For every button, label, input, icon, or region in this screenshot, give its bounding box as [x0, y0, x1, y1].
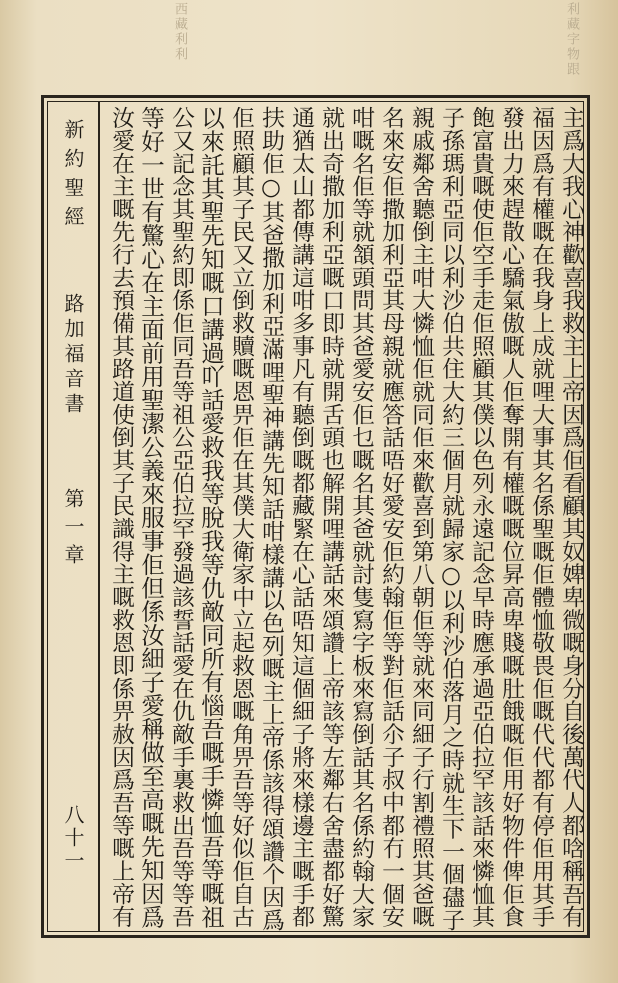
text-column: 佢照顧其子民又立倒救贖嘅恩畀佢在其僕大衛家中立起救恩嘅角畀吾等好似佢自古 — [228, 106, 254, 928]
bleed-through-text-left: 西藏利利 — [172, 2, 187, 62]
text-column: 飽富貴嘅使佢空手走佢照顧其僕以色列永遠記念早時應承過亞伯拉罕該話來憐恤其 — [468, 106, 494, 928]
text-column: 等好一世有驚心在主面前用聖潔公義來服事佢但係汝細子愛稱做至高嘅先知因爲 — [137, 106, 165, 929]
chapter-label: 第一章 — [61, 488, 85, 572]
text-column: 通猶太山都傳講這咁多事凡有聽倒嘅都藏緊在心話唔知這個細子將來樣邊主嘅手都 — [288, 106, 314, 928]
bleed-through-text-right: 利藏字物跟 — [564, 2, 579, 77]
text-column: 福因爲有權嘅在我身上成就哩大事其名係聖嘅佢體恤敬畏佢嘅代代都有停佢用其手 — [528, 106, 554, 928]
text-column: 公又記念其聖約即係佢同吾等祖公亞伯拉罕發過該誓話愛在仇敵手裏救出吾等等吾 — [168, 106, 194, 928]
book-title: 新約聖經 — [61, 119, 85, 235]
text-column: 主爲大我心神歡喜我救主上帝因爲佢看顧其奴婢卑微嘅身分自後萬代人都唅稱吾有 — [558, 106, 584, 928]
main-text-area — [104, 106, 584, 932]
text-column: 親戚鄰舍聽倒主咁大憐恤佢就同佢來歡喜到第八朝佢等就來同細子行割禮照其爸嘅 — [408, 106, 434, 928]
gospel-title: 路加福音書 — [61, 293, 85, 418]
text-column: 汝愛在主嘅先行去預備其路道使倒其子民識得主嘅救恩即係畀赦因爲吾等嘅上帝有 — [108, 106, 134, 928]
text-column: 子孫瑪利亞同以利沙伯共住大約三個月就歸家○以利沙伯落月之時就生下一個孻子 — [438, 106, 464, 932]
text-column: 名來安佢撒加利亞其母親就應答話唔好愛安佢約翰佢等對佢話尒子叔中都冇一個安 — [378, 106, 404, 928]
running-header — [47, 101, 100, 932]
text-column: 就出奇撒加利亞嘅口即時就開舌頭也解開哩講話來頌讚上帝該等左鄰右舍盡都好驚 — [318, 106, 344, 928]
page-number: 八十一 — [61, 804, 85, 873]
text-column: 扶助佢○其爸撒加利亞滿哩聖神講先知話咁樣講以色列嘅主上帝係該得頌讚个因爲 — [258, 106, 284, 932]
header-column — [63, 119, 83, 873]
text-column: 以來託其聖先知嘅口講過吖話愛救我等脫我等仇敵同所有惱吾嘅手憐恤吾等嘅祖 — [197, 106, 225, 929]
text-column: 發出力來趕散心驕氣傲嘅人佢奪開有權嘅嘅位昇高卑賤嘅肚餓嘅佢用好物件俾佢食 — [498, 106, 524, 928]
text-column: 咁嘅名佢等就頷頭問其爸愛安佢乜嘅名其爸就討隻寫字板來寫倒話其名係約翰大家 — [348, 106, 374, 928]
